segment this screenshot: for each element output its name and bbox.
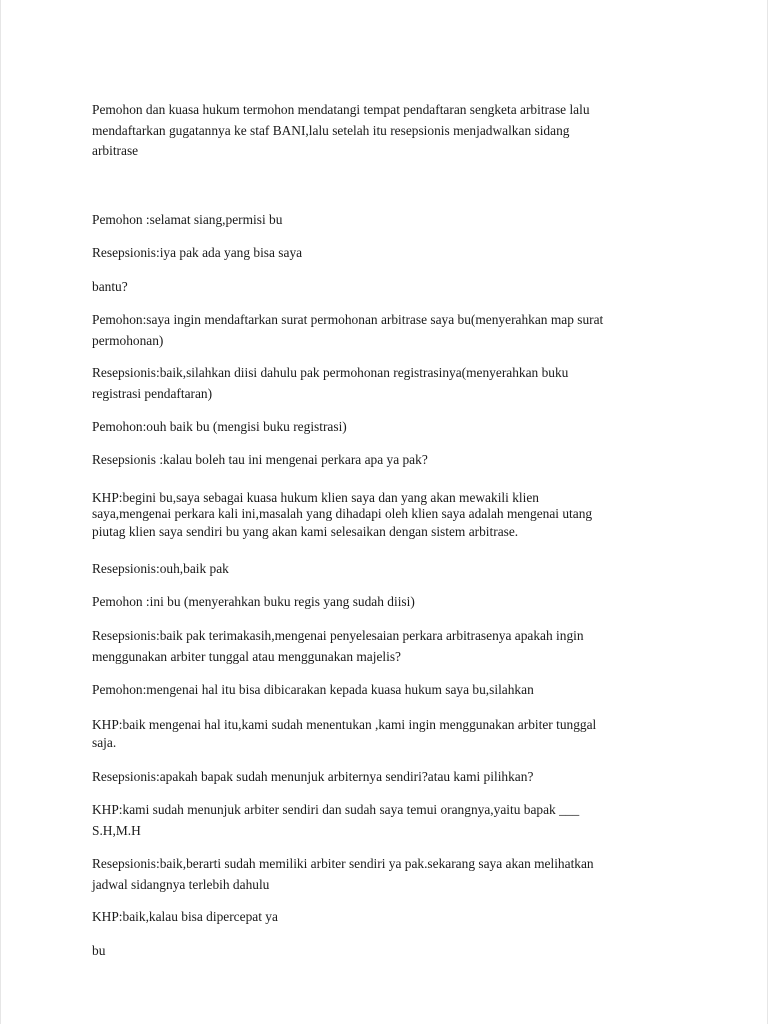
- dialogue-paragraph: [92, 592, 682, 613]
- text-line: bu: [92, 943, 106, 958]
- text-line: Pemohon dan kuasa hukum termohon mendatangi tempat pendaftaran sengketa arbitrase lalu: [92, 102, 590, 117]
- text-line: saya,mengenai perkara kali ini,masalah yang dihadapi oleh klien saya adalah mengenai utang: [92, 506, 593, 521]
- text-line: arbitrase: [92, 143, 139, 158]
- text-line: KHP:begini bu,saya sebagai kuasa hukum klien saya dan yang akan mewakili klien: [92, 490, 539, 505]
- text-line: Pemohon :selamat siang,permisi bu: [92, 212, 283, 227]
- dialogue-paragraph: [92, 941, 682, 962]
- text-line: Pemohon:saya ingin mendaftarkan surat permohonan arbitrase saya bu(menyerahkan map surat: [92, 312, 604, 327]
- text-line: Pemohon :ini bu (menyerahkan buku regis yang sudah diisi): [92, 594, 415, 609]
- text-line: Resepsionis:ouh,baik pak: [92, 561, 229, 576]
- dialogue-paragraph: [92, 767, 682, 788]
- text-line: KHP:baik,kalau bisa dipercepat ya: [92, 909, 278, 924]
- dialogue-paragraph: [92, 417, 682, 438]
- text-line: KHP:kami sudah menunjuk arbiter sendiri dan sudah saya temui orangnya,yaitu bapak ___: [92, 802, 580, 817]
- dialogue-paragraph: [92, 907, 682, 928]
- text-line: jadwal sidangnya terlebih dahulu: [92, 876, 270, 892]
- dialogue-paragraph: [92, 626, 682, 667]
- dialogue-paragraph: [92, 277, 682, 298]
- dialogue-paragraph: [92, 243, 682, 264]
- text-line: Resepsionis:iya pak ada yang bisa saya: [92, 245, 303, 260]
- text-line: Pemohon:ouh baik bu (mengisi buku registrasi): [92, 419, 347, 434]
- text-line: Resepsionis:baik,silahkan diisi dahulu pak permohonan registrasinya(menyerahkan buku: [92, 365, 569, 380]
- dialogue-paragraph: [92, 559, 682, 580]
- text-line: Resepsionis :kalau boleh tau ini mengenai perkara apa ya pak?: [92, 452, 428, 467]
- dialogue-paragraph: [92, 680, 682, 701]
- text-line: piutag klien saya sendiri bu yang akan kami selesaikan dengan sistem arbitrase.: [92, 524, 519, 539]
- text-line: KHP:baik mengenai hal itu,kami sudah menentukan ,kami ingin menggunakan arbiter tunggal: [92, 717, 597, 732]
- text-line: Pemohon:mengenai hal itu bisa dibicarakan kepada kuasa hukum saya bu,silahkan: [92, 682, 534, 697]
- dialogue-paragraph: [92, 854, 682, 895]
- text-line: saja.: [92, 735, 117, 750]
- dialogue-paragraph: [92, 310, 682, 351]
- dialogue-paragraph: [92, 800, 682, 841]
- dialogue-paragraph: [92, 717, 682, 754]
- text-line: menggunakan arbiter tunggal atau menggunakan majelis?: [92, 648, 401, 664]
- dialogue-paragraph: [92, 363, 682, 404]
- text-line: permohonan): [92, 332, 164, 348]
- text-line: registrasi pendaftaran): [92, 385, 213, 401]
- text-line: Resepsionis:apakah bapak sudah menunjuk arbiternya sendiri?atau kami pilihkan?: [92, 769, 534, 784]
- text-line: mendaftarkan gugatannya ke staf BANI,lalu setelah itu resepsionis menjadwalkan sidang: [92, 122, 570, 138]
- text-line: Resepsionis:baik pak terimakasih,mengenai penyelesaian perkara arbitrasenya apakah ingin: [92, 628, 584, 643]
- dialogue-paragraph: [92, 490, 682, 543]
- dialogue-paragraph: [92, 450, 682, 471]
- text-line: S.H,M.H: [92, 822, 141, 838]
- text-line: bantu?: [92, 279, 128, 294]
- text-line: Resepsionis:baik,berarti sudah memiliki arbiter sendiri ya pak.sekarang saya akan melihatkan: [92, 856, 594, 871]
- dialogue-paragraph: [92, 100, 682, 162]
- dialogue-paragraph: [92, 210, 682, 231]
